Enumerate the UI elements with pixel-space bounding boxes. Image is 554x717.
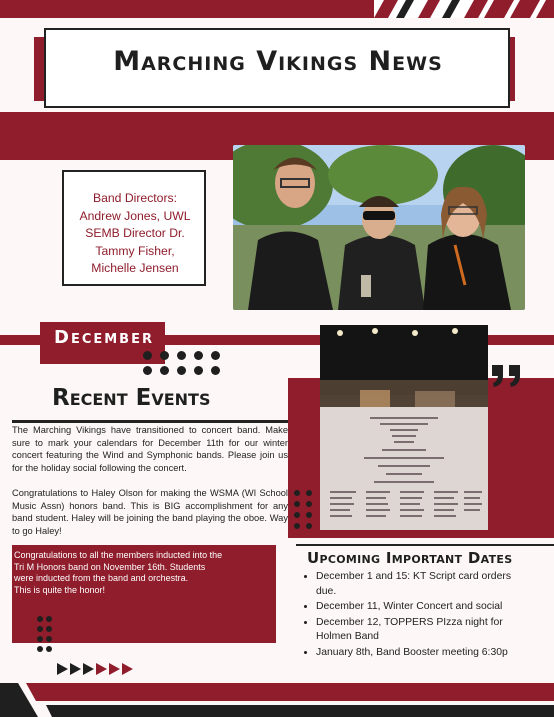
honor-line: were inducted from the band and orchestra. [14,573,189,583]
date-item: • December 11, Winter Concert and social [316,600,530,615]
page-title: Marching Vikings News [113,46,443,77]
upcoming-dates-list [302,570,530,662]
directors-line: Michelle Jensen [91,261,179,275]
date-item: • December 12, TOPPERS PIzza night for Holmen Band [316,616,530,645]
honor-line: Congratulations to all the members inducted into the [14,550,223,560]
directors-photo [233,145,525,310]
recent-events-heading: Recent Events [52,385,211,411]
top-banner-bar [0,0,384,18]
recent-events-paragraph: The Marching Vikings have transitioned to concert band. Make sure to mark your calendars for December 11th for our winter concert featuring the Wind and Symphonic bands. Please join us for the holiday social following the concert. [12,425,288,473]
honor-line: Tri M Honors band on November 16th. Students [14,561,206,572]
heading-rule [12,420,289,423]
date-item: • December 1 and 15: KT Script card orders due. [316,570,530,599]
date-item: • January 8th, Band Booster meeting 6:30p [316,646,530,661]
upcoming-rule [296,544,554,546]
honor-callout-text [14,550,254,596]
upcoming-dates-heading: Upcoming Important Dates [307,549,513,567]
concert-program-photo [320,325,488,530]
arrow-icon [57,662,137,681]
congratulations-paragraph: Congratulations to Haley Olson for making the WSMA (WI School Music Assn) honors band. This is BIG accomplishment for any band student. Haley will be joining the band playing the oboe. Way to go Haley! [12,488,288,536]
honor-line: This is quite the honor! [14,584,106,595]
directors-line: Tammy Fisher, [95,243,175,258]
bottom-banner [0,683,554,717]
month-label: December [54,327,154,348]
top-stripes-decoration [374,0,554,18]
band-directors-text [66,190,204,278]
directors-line: SEMB Director Dr. [85,226,185,240]
directors-line: Band Directors: [93,191,177,205]
directors-line: Andrew Jones, UWL [79,208,191,223]
quote-icon [490,356,524,396]
